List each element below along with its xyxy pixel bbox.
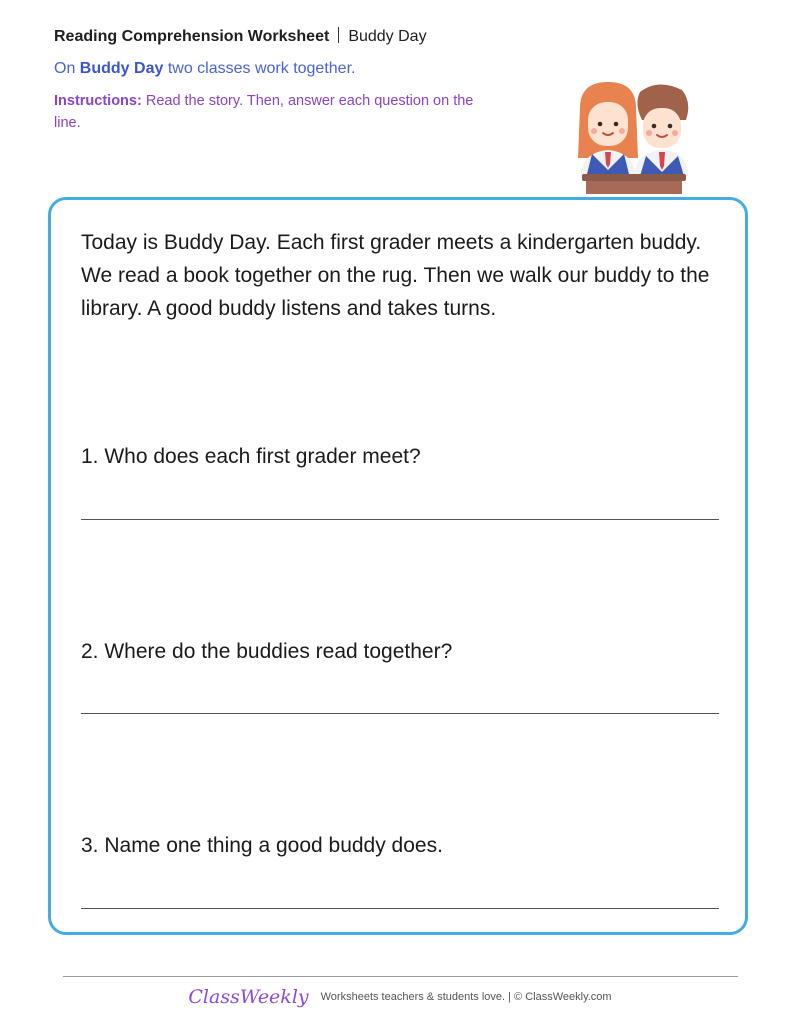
question-1: 1. Who does each first grader meet? [81,445,421,468]
footer-divider [63,976,738,977]
answer-line-2[interactable] [81,713,719,714]
subtitle-suffix: two classes work together. [163,60,356,77]
worksheet-topic: Buddy Day [348,28,427,45]
question-2: 2. Where do the buddies read together? [81,640,453,663]
answer-line-1[interactable] [81,519,719,520]
two-students-at-desk-icon [578,78,690,196]
question-3: 3. Name one thing a good buddy does. [81,834,443,857]
answer-line-3[interactable] [81,908,719,909]
footer [0,986,800,1008]
subtitle [54,58,574,80]
story-text: Today is Buddy Day. Each first grader meets a kindergarten buddy. We read a book together on the rug. Then we walk our buddy to the library. A good buddy listens and takes turns. [81,231,710,320]
instructions-text: Read the story. Then, answer each question on the line. [54,93,474,131]
footer-tagline: Worksheets teachers & students love. | © ClassWeekly.com [320,991,612,1003]
title-separator [338,27,339,43]
instructions-label: Instructions: [54,93,142,109]
subtitle-highlight: Buddy Day [79,60,164,77]
title-row [54,26,574,48]
worksheet-title: Reading Comprehension Worksheet [54,28,330,45]
brand-logo: ClassWeekly [188,986,309,1008]
subtitle-prefix: On [54,60,80,77]
instructions [54,90,484,134]
worksheet-header [54,26,574,134]
